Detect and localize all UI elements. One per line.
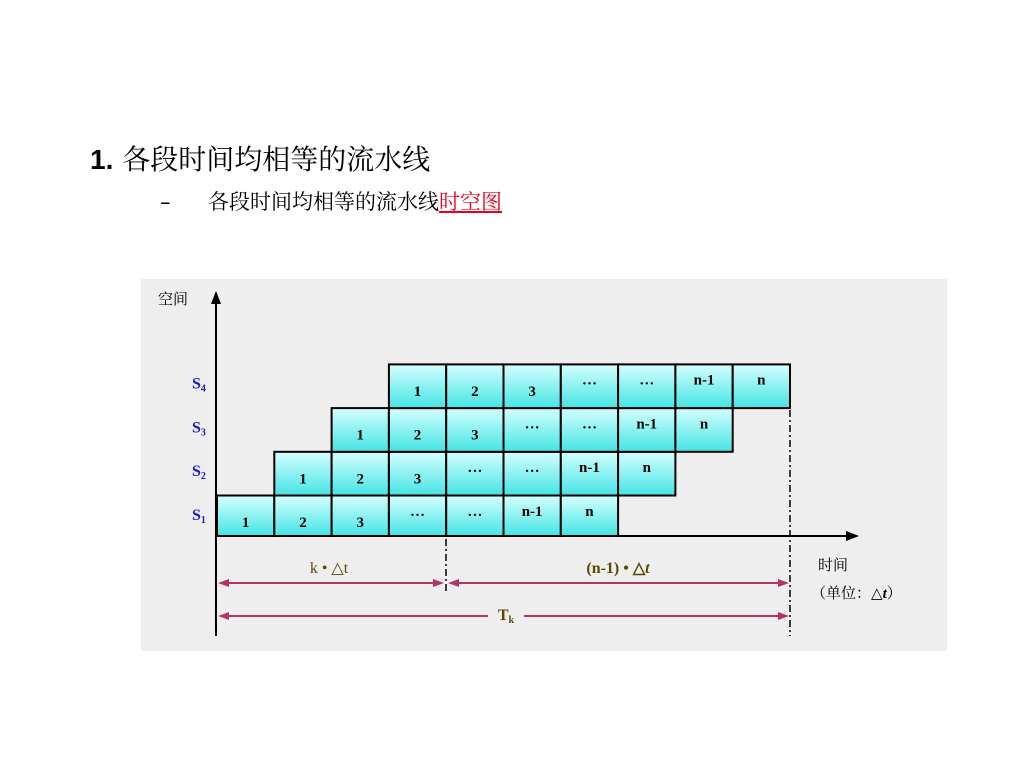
y-axis-label: 空间 <box>158 290 189 308</box>
stage-2-cell-7-label: n <box>642 460 651 477</box>
drain-span-label: (n-1) • △t <box>586 560 650 577</box>
bullet-subline <box>160 186 502 216</box>
stage-3-cell-3-label: 3 <box>471 427 479 444</box>
stage-4-cell-7-label: n <box>757 372 766 389</box>
stage-4-cell-4-label: … <box>581 372 597 389</box>
stage-label-s4: S4 <box>192 375 206 395</box>
stage-3-cell-1-label: 1 <box>356 427 364 444</box>
x-axis-unit: （单位：△t） <box>811 584 902 602</box>
stage-4-cell-1-label: 1 <box>413 383 422 400</box>
stage-2-cell-1-label: 1 <box>299 471 307 488</box>
drain-span-arrow <box>448 579 789 587</box>
stage-label-s2: S2 <box>192 463 206 483</box>
fill-span-label: k • △t <box>309 560 349 577</box>
stage-2-cell-6-label: n-1 <box>579 460 600 477</box>
stage-1-cell-4-label: … <box>410 503 426 520</box>
stage-4-cell-5-label: … <box>639 372 655 389</box>
stage-4-cell-3-label: 3 <box>528 383 536 400</box>
stage-1-cell-5-label: … <box>467 503 483 520</box>
stage-labels <box>192 376 206 526</box>
total-time-label: Tk <box>497 607 515 626</box>
stage-1-cell-1-label: 1 <box>241 515 250 532</box>
slide-heading <box>90 138 430 178</box>
subline-text: 各段时间均相等的流水线 <box>208 190 439 214</box>
stage-2-cell-4-label: … <box>467 460 483 477</box>
stage-1-cell-2-label: 2 <box>299 515 307 532</box>
stage-1-cell-7-label: n <box>585 503 594 520</box>
stage-2-cell-2-label: 2 <box>356 471 364 488</box>
stage-4-cell-2-label: 2 <box>471 383 479 400</box>
bullet-dash: – <box>160 190 171 214</box>
space-time-diagram <box>141 279 947 651</box>
space-time-diagram-panel <box>141 279 947 651</box>
stage-2-cell-5-label: … <box>524 460 540 477</box>
stage-3-cell-6-label: n-1 <box>636 416 658 433</box>
stage-3-cell-4-label: … <box>524 416 540 433</box>
stage-cells <box>217 364 790 536</box>
stage-1-cell-6-label: n-1 <box>521 503 543 520</box>
fill-span-arrow <box>218 579 444 587</box>
stage-label-s1: S1 <box>192 506 206 526</box>
stage-3-cell-5-label: … <box>581 416 597 433</box>
stage-4-cell-6-label: n-1 <box>693 372 715 389</box>
stage-2-cell-3-label: 3 <box>413 471 422 488</box>
space-time-diagram-link[interactable]: 时空图 <box>439 190 502 214</box>
heading-number: 1. <box>90 144 114 175</box>
heading-text: 各段时间均相等的流水线 <box>122 143 431 176</box>
y-axis-arrowhead <box>211 291 221 304</box>
stage-3-cell-2-label: 2 <box>413 427 422 444</box>
x-axis-label: 时间 <box>818 556 849 574</box>
stage-1-cell-3-label: 3 <box>356 515 364 532</box>
stage-3-cell-7-label: n <box>699 416 709 433</box>
stage-label-s3: S3 <box>192 419 206 439</box>
x-axis-arrowhead <box>846 531 859 541</box>
